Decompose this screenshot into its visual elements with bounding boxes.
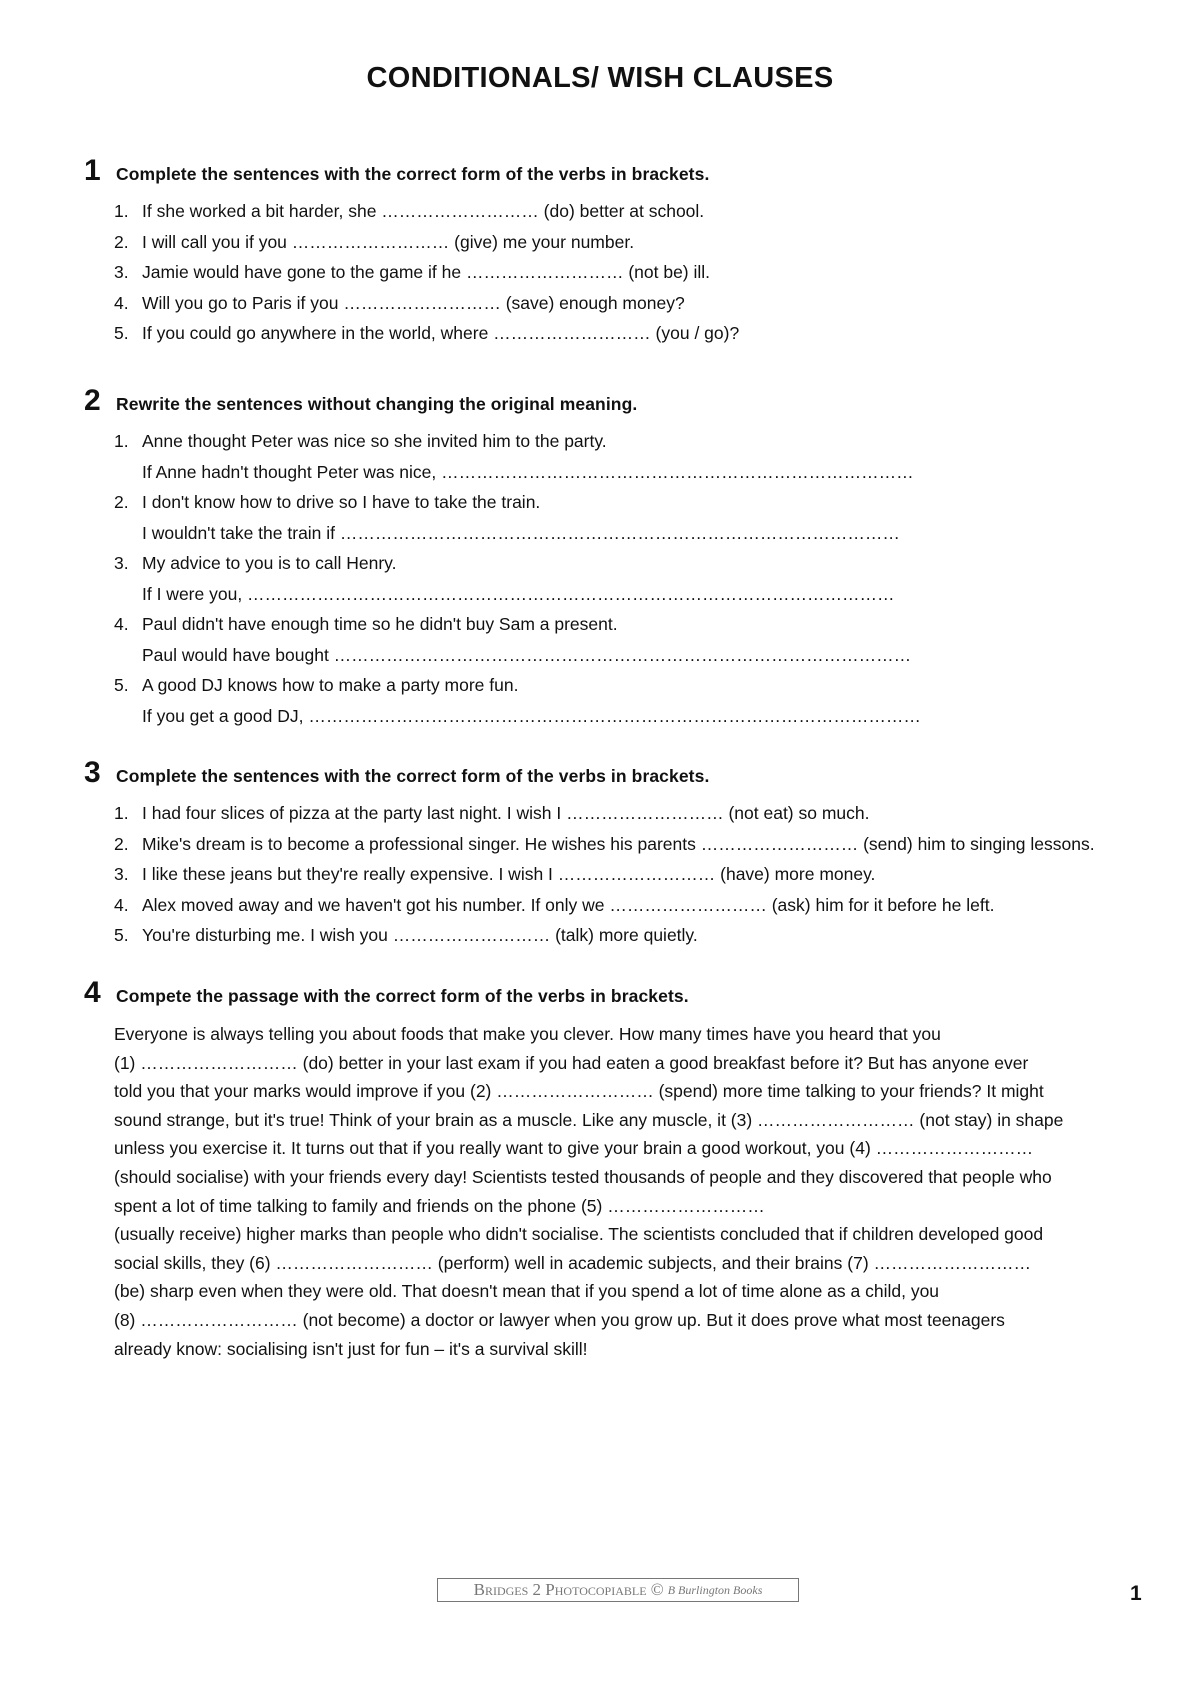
item-text: Alex moved away and we haven't got his number. If only we ……………………… (ask) him for it before he left. [142, 894, 995, 915]
section-number: 2 [84, 384, 101, 417]
exercise-list [114, 196, 1144, 349]
exercise-item [114, 798, 1144, 829]
exercise-item [114, 670, 1144, 731]
page-title: CONDITIONALS/ WISH CLAUSES [366, 62, 834, 94]
passage-line: (be) sharp even when they were old. That doesn't mean that if you spend a lot of time alone as a child, you [114, 1281, 940, 1302]
exercise-item [114, 609, 1144, 670]
item-number: 1. [114, 803, 129, 823]
item-rewrite: Paul would have bought ……………………………………………………………………………………… [142, 644, 912, 665]
item-text: If she worked a bit harder, she ……………………… (do) better at school. [142, 201, 705, 221]
item-cue: Anne thought Peter was nice so she invited him to the party. [142, 431, 607, 451]
item-text: I like these jeans but they're really expensive. I wish I ……………………… (have) more money. [142, 864, 876, 884]
section-3 [84, 756, 1144, 951]
item-number: 4. [114, 292, 129, 313]
item-number: 5. [114, 925, 129, 945]
page-number: 1 [1130, 1582, 1142, 1605]
section-number: 3 [84, 756, 101, 789]
section-header [84, 384, 1144, 418]
passage-line: (8) ……………………… (not become) a doctor or lawyer when you grow up. But it does prove what most teenagers [114, 1309, 1005, 1330]
passage-line: (should socialise) with your friends every day! Scientists tested thousands of people and they discovered that people who [114, 1166, 1052, 1187]
section-header [84, 976, 1144, 1010]
section-instruction: Compete the passage with the correct form of the verbs in brackets. [116, 986, 689, 1006]
item-cue: My advice to you is to call Henry. [142, 553, 397, 573]
item-text: Jamie would have gone to the game if he ……………………… (not be) ill. [142, 262, 711, 282]
section-number: 4 [84, 976, 101, 1009]
item-number: 1. [114, 431, 129, 451]
section-header [84, 756, 1144, 790]
passage-line: spent a lot of time talking to family and friends on the phone (5) ……………………… [114, 1195, 765, 1216]
section-instruction: Complete the sentences with the correct form of the verbs in brackets. [116, 164, 710, 184]
section-4 [84, 976, 1144, 1363]
section-header [84, 154, 1144, 188]
item-number: 3. [114, 864, 129, 884]
exercise-item [114, 318, 1144, 349]
exercise-item [114, 257, 1144, 288]
item-rewrite: I wouldn't take the train if …………………………………………………………………………………… [142, 522, 900, 543]
exercise-item [114, 829, 1144, 860]
passage-line: (1) ……………………… (do) better in your last exam if you had eaten a good breakfast before it? But has anyone ever [114, 1052, 1029, 1073]
item-text: Will you go to Paris if you ……………………… (save) enough money? [142, 292, 685, 313]
publisher-logo [437, 1578, 799, 1602]
item-cue: I don't know how to drive so I have to take the train. [142, 492, 541, 512]
item-number: 5. [114, 675, 129, 695]
item-number: 4. [114, 894, 129, 915]
item-text: Mike's dream is to become a professional singer. He wishes his parents ……………………… (send) him to singing lessons. [142, 833, 1095, 854]
item-cue: Paul didn't have enough time so he didn't buy Sam a present. [142, 614, 618, 634]
exercise-item [114, 288, 1144, 319]
item-number: 3. [114, 553, 129, 573]
exercise-list [114, 426, 1144, 731]
item-number: 3. [114, 262, 129, 282]
section-number: 1 [84, 154, 101, 187]
passage-line: social skills, they (6) ……………………… (perform) well in academic subjects, and their brains (7) ……………………… [114, 1252, 1032, 1273]
item-rewrite: If Anne hadn't thought Peter was nice, ……………………………………………………………………… [142, 461, 914, 482]
footer-publisher: B Burlington Books [667, 1582, 763, 1597]
item-number: 2. [114, 492, 129, 512]
exercise-item [114, 196, 1144, 227]
passage-line: Everyone is always telling you about foods that make you clever. How many times have you heard that you [114, 1024, 941, 1044]
section-instruction: Rewrite the sentences without changing the original meaning. [116, 394, 638, 414]
item-cue: A good DJ knows how to make a party more fun. [142, 675, 519, 695]
item-text: I will call you if you ……………………… (give) me your number. [142, 231, 635, 252]
footer-brand: Bridges 2 Photocopiable © [473, 1580, 664, 1599]
exercise-list [114, 798, 1144, 951]
section-1 [84, 154, 1144, 349]
exercise-item [114, 890, 1144, 921]
item-number: 1. [114, 201, 129, 221]
item-number: 4. [114, 614, 129, 634]
passage-line: told you that your marks would improve if you (2) ……………………… (spend) more time talking to your friends? It might [114, 1081, 1044, 1102]
item-rewrite: If you get a good DJ, …………………………………………………………………………………………… [142, 705, 921, 726]
item-number: 2. [114, 833, 129, 854]
item-number: 2. [114, 231, 129, 252]
exercise-item [114, 548, 1144, 609]
passage-line: (usually receive) higher marks than people who didn't socialise. The scientists concluded that if children developed good [114, 1224, 1044, 1245]
exercise-item [114, 426, 1144, 487]
item-rewrite: If I were you, ………………………………………………………………………………………………… [142, 583, 895, 604]
passage-line: already know: socialising isn't just for fun – it's a survival skill! [114, 1338, 588, 1359]
section-instruction: Complete the sentences with the correct form of the verbs in brackets. [116, 766, 710, 786]
item-text: I had four slices of pizza at the party last night. I wish I ……………………… (not eat) so much. [142, 803, 870, 823]
exercise-item [114, 487, 1144, 548]
item-text: You're disturbing me. I wish you ……………………… (talk) more quietly. [142, 925, 698, 945]
section-2 [84, 384, 1144, 731]
reading-passage [114, 1020, 1114, 1363]
exercise-item [114, 920, 1144, 951]
exercise-item [114, 227, 1144, 258]
passage-line: sound strange, but it's true! Think of your brain as a muscle. Like any muscle, it (3) ……………………… (not stay) in shape [114, 1109, 1064, 1130]
item-number: 5. [114, 323, 129, 343]
item-text: If you could go anywhere in the world, where ……………………… (you / go)? [142, 323, 740, 343]
exercise-item [114, 859, 1144, 890]
passage-line: unless you exercise it. It turns out that if you really want to give your brain a good workout, you (4) ……………………… [114, 1138, 1034, 1159]
